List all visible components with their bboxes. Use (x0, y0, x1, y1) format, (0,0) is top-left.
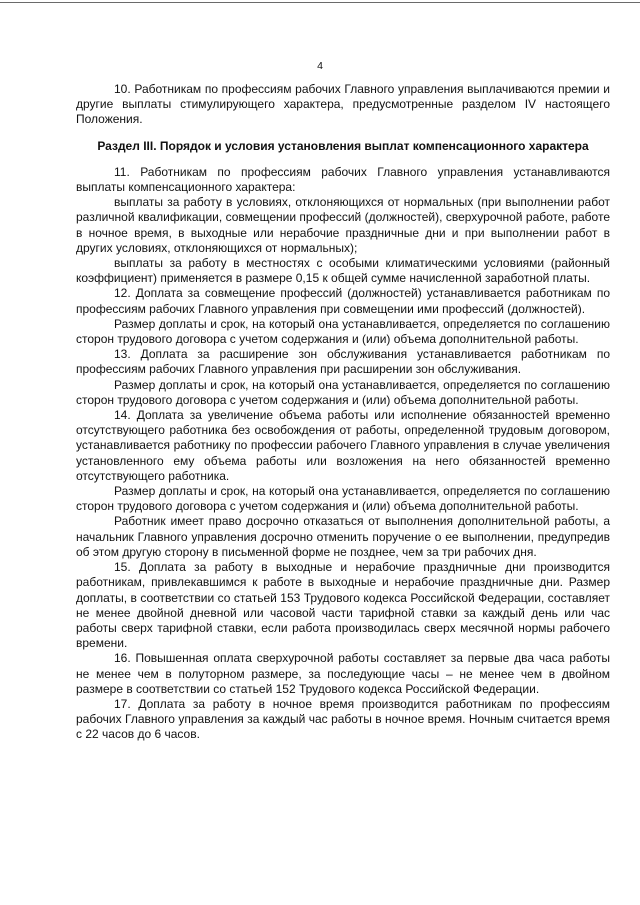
paragraph-12-amount: Размер доплаты и срок, на который она устанавливается, определяется по соглашению сторон трудового договора с учетом содержания и (или) объема дополнительной работы. (76, 316, 610, 347)
paragraph-15: 15. Доплата за работу в выходные и нерабочие праздничные дни производится работникам, привлекавшимся к работе в выходные и нерабочие праздничные дни. Размер доплаты, в соответствии со статьей 153 Трудового кодекса Российской Федерации, составляет не менее двойной дневной или часовой части тарифной ставки за каждый день или час работы сверх тарифной ставки, если работа производилась сверх месячной нормы рабочего времени. (76, 560, 610, 651)
paragraph-14: 14. Доплата за увеличение объема работы или исполнение обязанностей временно отсутствующего работника без освобождения от работы, определенной трудовым договором, устанавливается работнику по профессии рабочего Главного управления в случае увеличения установленного ему объема работы или возложения на него обязанностей временно отсутствующего работника. (76, 408, 610, 483)
paragraph-16: 16. Повышенная оплата сверхурочной работы составляет за первые два часа работы не менее чем в полуторном размере, за последующие часы – не менее чем в двойном размере в соответствии со статьей 152 Трудового кодекса Российской Федерации. (76, 651, 610, 696)
paragraph-14-early-refusal: Работник имеет право досрочно отказаться от выполнения дополнительной работы, а начальник Главного управления досрочно отменить поручение о ее выполнении, предупредив об этом другую сторону в письменной форме не позднее, чем за три рабочих дня. (76, 514, 610, 559)
paragraph-17: 17. Доплата за работу в ночное время производится работникам по профессиям рабочих Главного управления за каждый час работы в ночное время. Ночным считается время с 22 часов до 6 часов. (76, 696, 610, 742)
page-number: 4 (317, 60, 323, 72)
paragraph-11: 11. Работникам по профессиям рабочих Главного управления устанавливаются выплаты компенсационного характера: (76, 164, 610, 195)
document-body (76, 82, 610, 743)
section-heading: Раздел III. Порядок и условия установления выплат компенсационного характера (97, 138, 589, 153)
page-top-edge-rule (0, 2, 640, 3)
paragraph-10: 10. Работникам по профессиям рабочих Главного управления выплачиваются премии и другие выплаты стимулирующего характера, предусмотренные разделом IV настоящего Положения. (76, 82, 610, 127)
paragraph-14-amount: Размер доплаты и срок, на который она устанавливается, определяется по соглашению сторон трудового договора с учетом содержания и (или) объема дополнительной работы. (76, 484, 610, 514)
paragraph-12: 12. Доплата за совмещение профессий (должностей) устанавливается работникам по профессиям рабочих Главного управления при совмещении ими профессий (должностей). (76, 286, 610, 316)
paragraph-11-item-2: выплаты за работу в местностях с особыми климатическими условиями (районный коэффициент) применяется в размере 0,15 к общей сумме начисленной заработной платы. (76, 256, 610, 286)
paragraph-13: 13. Доплата за расширение зон обслуживания устанавливается работникам по профессиям рабочих Главного управления при расширении зон обслуживания. (76, 347, 610, 377)
paragraph-11-item-1: выплаты за работу в условиях, отклоняющихся от нормальных (при выполнении работ различной квалификации, совмещении профессий (должностей), сверхурочной работе, работе в ночное время, в выходные или нерабочие праздничные дни и при выполнении работ в других условиях, отклоняющихся от нормальных); (76, 195, 610, 255)
paragraph-13-amount: Размер доплаты и срок, на который она устанавливается, определяется по соглашению сторон трудового договора с учетом содержания и (или) объема дополнительной работы. (76, 377, 610, 407)
